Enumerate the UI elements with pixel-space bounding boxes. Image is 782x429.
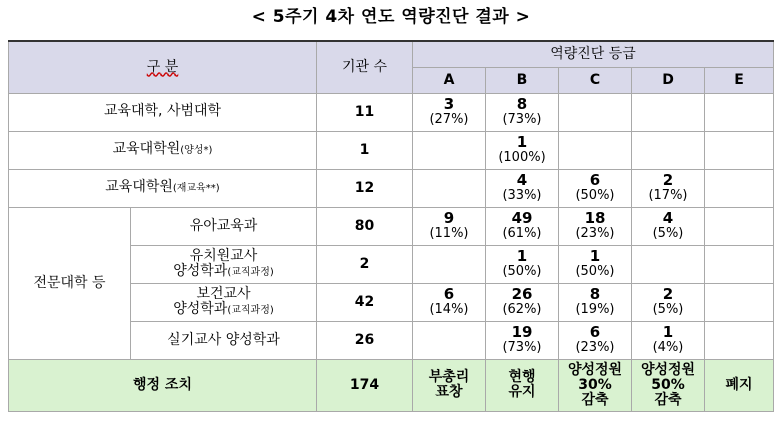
- table-row: [9, 131, 774, 169]
- cell-c: 18 (23%): [559, 207, 632, 245]
- cell-d: 1 (4%): [632, 321, 705, 359]
- cell-c: [559, 131, 632, 169]
- row-count: 80: [317, 207, 413, 245]
- results-table: [8, 40, 774, 412]
- action-d: 양성정원 50% 감축: [632, 359, 705, 411]
- header-grade-c: C: [559, 67, 632, 93]
- cell-b: 8 (73%): [486, 93, 559, 131]
- table-row: [9, 93, 774, 131]
- row-count: 2: [317, 245, 413, 283]
- cell-d: 2 (5%): [632, 283, 705, 321]
- cell-a: [413, 321, 486, 359]
- cell-a: [413, 131, 486, 169]
- row-count: 1: [317, 131, 413, 169]
- cell-d: 2 (17%): [632, 169, 705, 207]
- header-category: 구 분: [9, 41, 317, 93]
- cell-c: 1 (50%): [559, 245, 632, 283]
- cell-a: [413, 169, 486, 207]
- cell-e: [705, 321, 774, 359]
- cell-a: 6 (14%): [413, 283, 486, 321]
- row-label: 실기교사 양성학과: [131, 321, 317, 359]
- cell-b: 1 (100%): [486, 131, 559, 169]
- header-grade-e: E: [705, 67, 774, 93]
- header-count: 기관 수: [317, 41, 413, 93]
- action-b: 현행 유지: [486, 359, 559, 411]
- cell-c: [559, 93, 632, 131]
- cell-e: [705, 131, 774, 169]
- cell-e: [705, 283, 774, 321]
- header-grade-group: 역량진단 등급: [413, 41, 774, 67]
- row-count: 11: [317, 93, 413, 131]
- row-label: 유아교육과: [131, 207, 317, 245]
- action-a: 부총리 표창: [413, 359, 486, 411]
- cell-c: 8 (19%): [559, 283, 632, 321]
- cell-b: 19 (73%): [486, 321, 559, 359]
- header-grade-b: B: [486, 67, 559, 93]
- row-count: 12: [317, 169, 413, 207]
- header-grade-a: A: [413, 67, 486, 93]
- cell-c: 6 (50%): [559, 169, 632, 207]
- row-label: 유치원교사 양성학과(교직과정): [131, 245, 317, 283]
- table-row: [9, 207, 774, 245]
- cell-d: [632, 93, 705, 131]
- cell-a: 9 (11%): [413, 207, 486, 245]
- row-label: 교육대학원(양성*): [9, 131, 317, 169]
- table-row: [9, 169, 774, 207]
- row-label: 교육대학, 사범대학: [9, 93, 317, 131]
- table-title: < 5주기 4차 연도 역량진단 결과 >: [251, 7, 531, 27]
- cell-b: 1 (50%): [486, 245, 559, 283]
- group-label: 전문대학 등: [9, 207, 131, 359]
- cell-b: 26 (62%): [486, 283, 559, 321]
- row-count: 42: [317, 283, 413, 321]
- cell-a: [413, 245, 486, 283]
- cell-e: [705, 207, 774, 245]
- cell-d: [632, 131, 705, 169]
- cell-b: 4 (33%): [486, 169, 559, 207]
- row-label: 보건교사 양성학과(교직과정): [131, 283, 317, 321]
- row-count: 26: [317, 321, 413, 359]
- cell-e: [705, 93, 774, 131]
- cell-c: 6 (23%): [559, 321, 632, 359]
- row-label: 교육대학원(재교육**): [9, 169, 317, 207]
- action-row: [9, 359, 774, 411]
- cell-e: [705, 169, 774, 207]
- action-c: 양성정원 30% 감축: [559, 359, 632, 411]
- action-label: 행정 조치: [9, 359, 317, 411]
- cell-a: 3 (27%): [413, 93, 486, 131]
- cell-d: 4 (5%): [632, 207, 705, 245]
- action-count: 174: [317, 359, 413, 411]
- cell-d: [632, 245, 705, 283]
- cell-e: [705, 245, 774, 283]
- action-e: 폐지: [705, 359, 774, 411]
- cell-b: 49 (61%): [486, 207, 559, 245]
- header-grade-d: D: [632, 67, 705, 93]
